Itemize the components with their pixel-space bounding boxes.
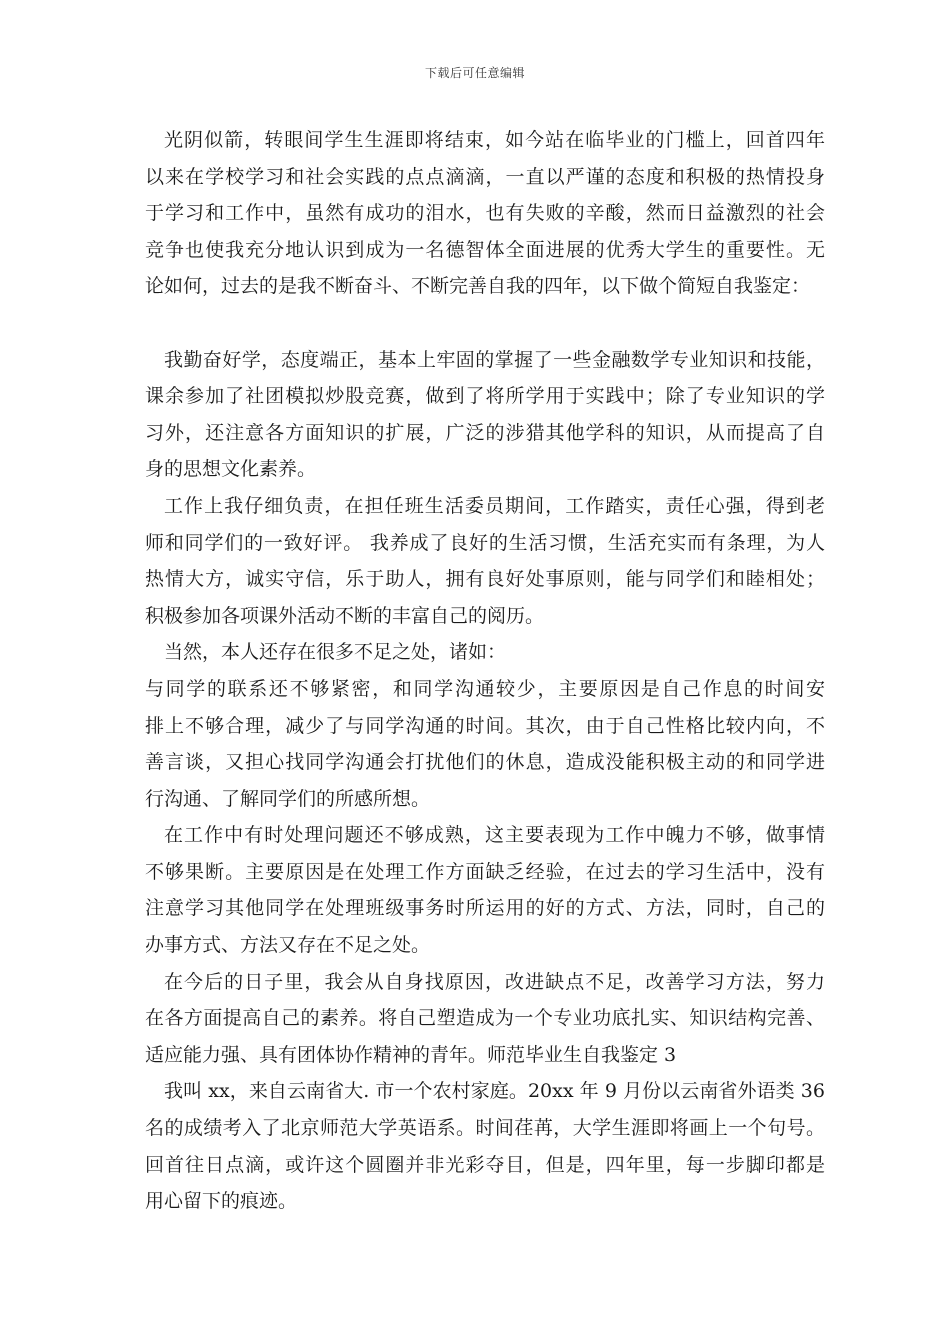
text-line: 我勤奋好学，态度端正，基本上牢固的掌握了一些金融数学专业知识和技能， [164, 348, 825, 371]
text-line: 办事方式、方法又存在不足之处。 [145, 934, 431, 957]
text-line: 于学习和工作中，虽然有成功的泪水，也有失败的辛酸，然而日益激烈的社会 [145, 202, 825, 225]
text-line: 行沟通、了解同学们的所感所想。 [145, 787, 431, 810]
paragraph-work [145, 488, 825, 634]
paragraph-self-introduction [145, 1073, 825, 1219]
text-line: 当然，本人还存在很多不足之处，诸如： [164, 641, 507, 664]
text-line: 在工作中有时处理问题还不够成熟，这主要表现为工作中魄力不够，做事情 [164, 824, 825, 847]
text-line: 善言谈，又担心找同学沟通会打扰他们的休息，造成没能积极主动的和同学进 [145, 751, 825, 774]
paragraph-work-issues [145, 817, 825, 963]
text-line: 工作上我仔细负责，在担任班生活委员期间，工作踏实，责任心强，得到老 [164, 494, 825, 517]
paragraph-intro [145, 122, 825, 305]
page-header: 下载后可任意编辑 [424, 66, 525, 80]
text-line: 用心留下的痕迹。 [145, 1190, 298, 1213]
text-line: 排上不够合理，减少了与同学沟通的时间。其次，由于自己性格比较内向，不 [145, 714, 825, 737]
text-line: 论如何，过去的是我不断奋斗、不断完善自我的四年，以下做个简短自我鉴定： [145, 275, 811, 298]
text-line: 在今后的日子里，我会从自身找原因，改进缺点不足，改善学习方法，努力 [164, 970, 825, 993]
text-line: 名的成绩考入了北京师范大学英语系。时间荏苒，大学生涯即将画上一个句号。 [145, 1117, 825, 1140]
text-line: 适应能力强、具有团体协作精神的青年。师范毕业生自我鉴定 3 [145, 1043, 677, 1066]
blank-line [145, 305, 825, 342]
text-line: 竞争也使我充分地认识到成为一名德智体全面进展的优秀大学生的重要性。无 [145, 238, 825, 261]
text-line: 习外，还注意各方面知识的扩展，广泛的涉猎其他学科的知识，从而提高了自 [145, 421, 825, 444]
document-body [145, 122, 825, 1220]
text-line: 以来在学校学习和社会实践的点点滴滴，一直以严谨的态度和积极的热情投身 [145, 165, 825, 188]
paragraph-communication [145, 671, 825, 817]
text-line: 课余参加了社团模拟炒股竞赛，做到了将所学用于实践中；除了专业知识的学 [145, 385, 825, 408]
paragraph-shortcomings-intro [145, 634, 825, 671]
text-line: 回首往日点滴，或许这个圆圈并非光彩夺目，但是，四年里，每一步脚印都是 [145, 1153, 825, 1176]
text-line: 热情大方，诚实守信，乐于助人，拥有良好处事原则，能与同学们和睦相处； [145, 568, 825, 591]
text-line: 光阴似箭，转眼间学生生涯即将结束，如今站在临毕业的门槛上，回首四年 [164, 129, 825, 151]
text-line: 注意学习其他同学在处理班级事务时所运用的好的方式、方法，同时，自己的 [145, 897, 825, 920]
text-line: 不够果断。主要原因是在处理工作方面缺乏经验，在过去的学习生活中，没有 [145, 860, 825, 883]
paragraph-future [145, 964, 825, 1074]
text-line: 我叫 xx，来自云南省大. 市一个农村家庭。20xx 年 9 月份以云南省外语类 36 [164, 1080, 825, 1103]
paragraph-study [145, 342, 825, 488]
text-line: 身的思想文化素养。 [145, 458, 317, 481]
text-line: 与同学的联系还不够紧密，和同学沟通较少，主要原因是自己作息的时间安 [145, 677, 825, 700]
text-line: 在各方面提高自己的素养。将自己塑造成为一个专业功底扎实、知识结构完善、 [145, 1007, 825, 1030]
text-line: 积极参加各项课外活动不断的丰富自己的阅历。 [145, 604, 545, 627]
text-line: 师和同学们的一致好评。 我养成了良好的生活习惯，生活充实而有条理，为人 [145, 531, 825, 554]
